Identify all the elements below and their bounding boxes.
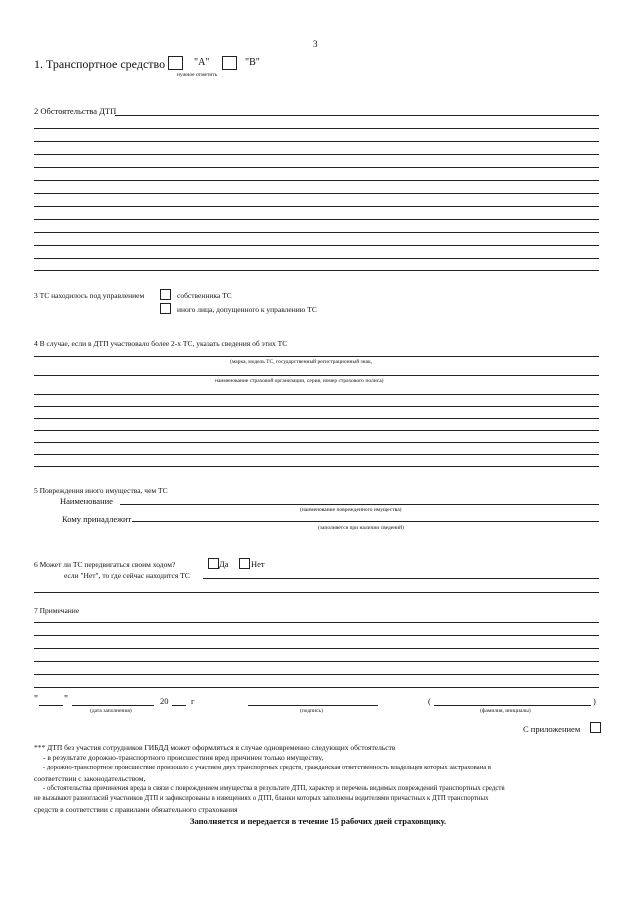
property-owner-line[interactable] [132,521,599,522]
footnote-line: - обстоятельства причинения вреда в связи с повреждением имущества в результате ДТП, характер и перечень видимых повреждений транспортных средств [43,785,505,792]
attachment-checkbox[interactable] [590,722,601,733]
other-driver-label: иного лица, допущенного к управлению ТС [177,305,317,314]
checkbox-yes[interactable] [208,558,219,569]
option-a-label: "A" [194,57,210,68]
checkbox-b[interactable] [222,56,237,70]
page-number: 3 [313,39,318,49]
footnote-line: соответствии с законодательством, [34,774,146,783]
vehicle-info-caption-2: наименование страховой организации, серия, номер страхового полиса) [215,378,384,384]
vehicle-location-label: если "Нет", то где сейчас находится ТС [64,571,190,580]
year-prefix: 20 [160,696,169,706]
closing-note: Заполняется и передается в течение 15 рабочих дней страховщику. [190,816,447,826]
date-month-line[interactable] [72,705,154,706]
footnote-line: - дорожно-транспортное происшествие произошло с участием двух транспортных средств, гражданская ответственность владельцев которых застрахована в [43,764,492,771]
property-name-line[interactable] [120,504,599,505]
date-day-line[interactable] [39,705,63,706]
date-year-line[interactable] [172,705,186,706]
footnote-line: не вызывают разногласий участников ДТП и зафиксированы в извещениях о ДТП, бланки которых заполнены водителями причастных к ДТП транспортных [34,795,489,802]
date-caption: (дата заполнения) [90,708,132,714]
name-caption: (фамилия, инициалы) [480,708,531,714]
property-owner-label: Кому принадлежит [62,514,132,524]
section-3-label: 3 ТС находилось под управлением [34,291,145,300]
yes-label: Да [219,559,229,569]
property-name-caption: (наименование поврежденного имущества) [300,507,402,513]
checkbox-a[interactable] [168,56,183,70]
property-owner-caption: (заполняется при наличии сведений) [318,525,404,531]
section-2-label: 2 Обстоятельства ДТП [34,106,117,116]
name-paren-open: ( [428,696,431,706]
name-line[interactable] [434,705,591,706]
year-suffix: г [191,696,195,706]
signature-line[interactable] [248,705,378,706]
checkbox-owner[interactable] [160,289,171,300]
section-5-label: 5 Повреждения иного имущества, чем ТС [34,486,168,495]
vehicle-info-line-2[interactable] [34,375,599,376]
circumstances-line[interactable] [115,115,599,116]
owner-label: собственника ТС [177,291,232,300]
checkbox-no[interactable] [239,558,250,569]
attachment-label: С приложением [523,724,581,734]
section-1-hint: нужное отметить [177,72,218,78]
footnote-line: - в результате дорожно-транспортного происшествия вред причинен только имуществу, [43,753,324,762]
date-quote-open: " [34,694,39,705]
footnote-line: *** ДТП без участия сотрудников ГИБДД может оформляться в случае одновременно следующих обстоятельств [34,743,396,752]
property-name-label: Наименование [60,496,113,506]
section-6-label: 6 Может ли ТС передвигаться своим ходом? [34,560,176,569]
vehicle-location-line[interactable] [203,578,599,579]
section-7-label: 7 Примечание [34,606,80,615]
no-label: Нет [251,559,265,569]
vehicle-info-caption-1: (марка, модель ТС, государственный регистрационный знак, [230,359,373,365]
section-4-label: 4 В случае, если в ДТП участвовало более 2-х ТС, указать сведения об этих ТС [34,339,288,348]
option-b-label: "B" [245,57,260,68]
date-quote-close: " [64,694,69,705]
section-1-label: 1. Транспортное средство [34,57,166,71]
name-paren-close: ) [593,696,596,706]
footnote-line: средств в соответствии с правилами обязательного страхования [34,805,238,814]
checkbox-other-driver[interactable] [160,303,171,314]
vehicle-info-line-1[interactable] [34,356,599,357]
vehicle-location-line-2[interactable] [34,592,599,593]
signature-caption: (подпись) [300,708,323,714]
